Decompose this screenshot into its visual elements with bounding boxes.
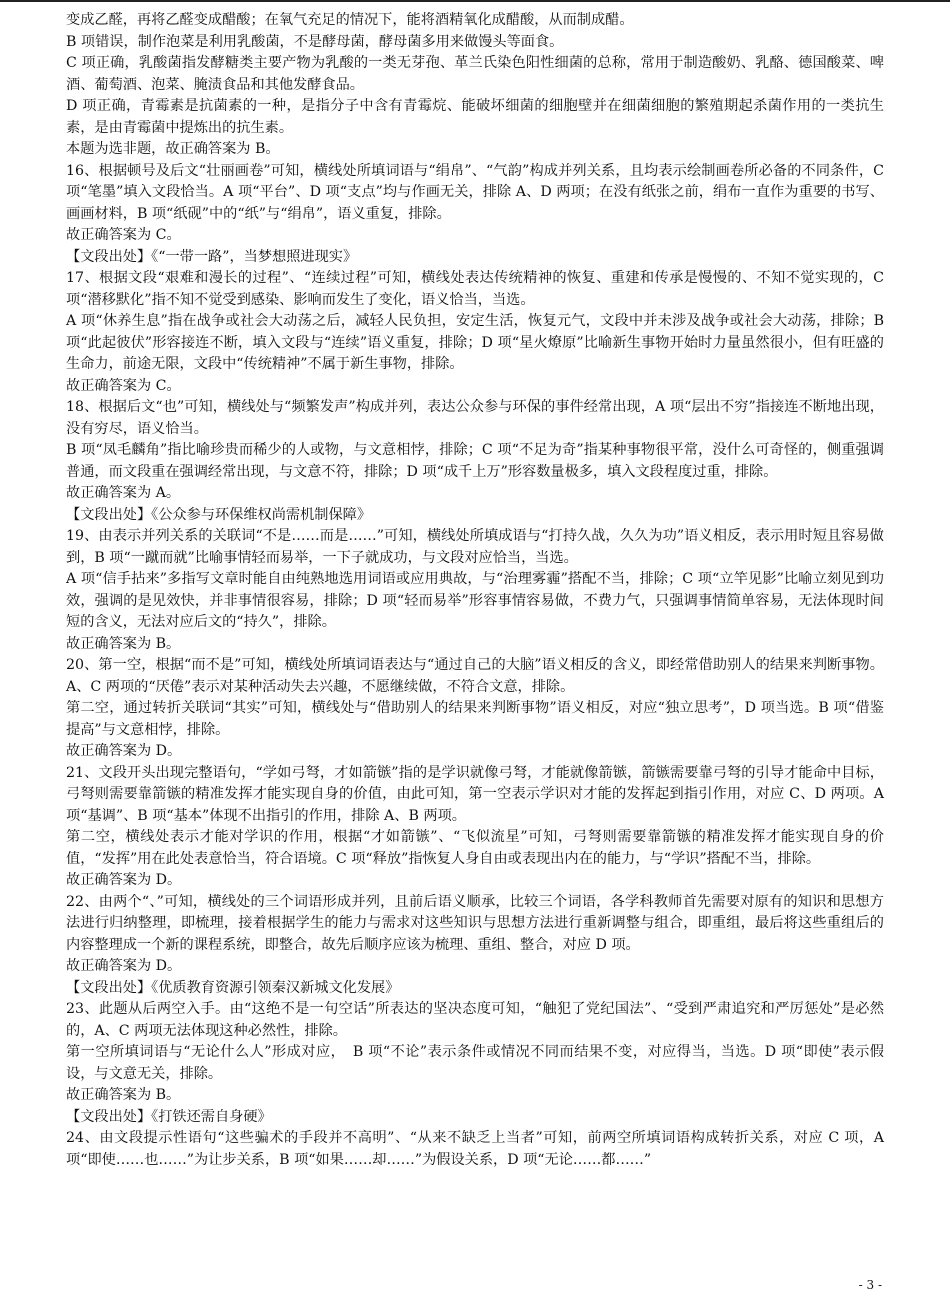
- paragraph: B 项“凤毛麟角”指比喻珍贵而稀少的人或物，与文意相悖，排除；C 项“不足为奇”指某种事物很平常，没什么可奇怪的，侧重强调普通，而文段重在强调经常出现，与文意不符，排除；D 项“成千上万”形容数量极多，填入文段程度过重，排除。: [66, 442, 884, 480]
- paragraph: 20、第一空，根据“而不是”可知，横线处所填词语表达与“通过自己的大脑”语义相反的含义，即经常借助别人的结果来判断事物。A、C 两项的“厌倦”表示对某种活动失去兴趣，不愿继续做，不符合文意，排除。: [66, 657, 884, 695]
- paragraph: 21、文段开头出现完整语句，“学如弓弩，才如箭镞”指的是学识就像弓弩，才能就像箭镞，箭镞需要靠弓弩的引导才能命中目标，弓弩则需要靠箭镞的精准发挥才能实现自身的价值，由此可知，第一空表示学识对才能的发挥起到指引作用，对应 C、D 两项。A 项“基调”、B 项“基本”体现不出指引的作用，排除 A、B 两项。: [66, 764, 884, 824]
- paragraph: B 项错误，制作泡菜是利用乳酸菌，不是酵母菌，酵母菌多用来做馒头等面食。: [66, 33, 564, 50]
- document-body: [66, 10, 884, 1171]
- paragraph: A 项“信手拈来”多指写文章时能自由纯熟地选用词语或应用典故，与“治理雾霾”搭配不当，排除；C 项“立竿见影”比喻立刻见到功效，强调的是见效快，并非事情很容易，排除；D 项“轻而易举”形容事情容易做，不费力气，只强调事情简单容易，无法体现时间短的含义，无法对应后文的“持久”，排除。: [66, 571, 884, 630]
- paragraph: 24、由文段提示性语句“这些骗术的手段并不高明”、“从来不缺乏上当者”可知，前两空所填词语构成转折关系，对应 C 项，A 项“即使……也……”为让步关系，B 项“如果……却……”为假设关系，D 项“无论……都……”: [66, 1130, 884, 1168]
- paragraph: 本题为选非题，故正确答案为 B。: [66, 141, 280, 157]
- paragraph: 16、根据顿号及后文“壮丽画卷”可知，横线处所填词语与“绢帛”、“气韵”构成并列关系，且均表示绘制画卷所必备的不同条件，C 项“笔墨”填入文段恰当。A 项“平台”、D 项“支点”均与作画无关，排除 A、D 两项；在没有纸张之前，绢布一直作为重要的书写、画画材料，B 项“纸砚”中的“纸”与“绢帛”，语义重复，排除。: [66, 162, 884, 222]
- header-rule: [0, 0, 950, 2]
- paragraph: 变成乙醛，再将乙醛变成醋酸；在氧气充足的情况下，能将酒精氧化成醋酸，从而制成醋。: [66, 12, 634, 28]
- paragraph: 故正确答案为 A。: [66, 485, 181, 501]
- paragraph: 第二空，通过转折关联词“其实”可知，横线处与“借助别人的结果来判断事物”语义相反，对应“独立思考”，D 项当选。B 项“借鉴提高”与文意相悖，排除。: [66, 700, 884, 738]
- paragraph: 【文段出处】《优质教育资源引领秦汉新城文化发展》: [66, 979, 400, 996]
- paragraph: 第一空所填词语与“无论什么人”形成对应， B 项“不论”表示条件或情况不同而结果不变，对应得当，当选。D 项“即使”表示假设，与文意无关，排除。: [66, 1044, 884, 1082]
- paragraph: 故正确答案为 D。: [66, 872, 182, 888]
- paragraph: 故正确答案为 D。: [66, 958, 182, 974]
- paragraph: 故正确答案为 B。: [66, 635, 181, 652]
- paragraph: D 项正确，青霉素是抗菌素的一种，是指分子中含有青霉烷、能破坏细菌的细胞壁并在细菌细胞的繁殖期起杀菌作用的一类抗生素，是由青霉菌中提炼出的抗生素。: [66, 98, 884, 136]
- paragraph: 故正确答案为 C。: [66, 377, 181, 394]
- paragraph: 17、根据文段“艰难和漫长的过程”、“连续过程”可知，横线处表达传统精神的恢复、重建和传承是慢慢的、不知不觉实现的，C 项“潜移默化”指不知不觉受到感染、影响而发生了变化，语义恰当，当选。: [66, 270, 884, 308]
- paragraph: 故正确答案为 C。: [66, 227, 181, 243]
- paragraph: 【文段出处】《打铁还需自身硬》: [66, 1108, 272, 1125]
- paragraph: A 项“休养生息”指在战争或社会大动荡之后，减轻人民负担，安定生活，恢复元气，文段中并未涉及战争或社会大动荡，排除；B 项“此起彼伏”形容接连不断，填入文段与“连续”语义重复，排除；D 项“星火燎原”比喻新生事物开始时力量虽然很小，但有旺盛的生命力，前途无限，文段中“传统精神”不属于新生事物，排除。: [66, 313, 884, 372]
- paragraph: 第二空，横线处表示才能对学识的作用，根据“才如箭镞”、“飞似流星”可知，弓弩则需要靠箭镞的精准发挥才能实现自身的价值，“发挥”用在此处表意恰当，符合语境。C 项“释放”指恢复人身自由或表现出内在的能力，与“学识”搭配不当，排除。: [66, 829, 884, 867]
- paragraph: 22、由两个“、”可知，横线处的三个词语形成并列，且前后语义顺承，比较三个词语，各学科教师首先需要对原有的知识和思想方法进行归纳整理，即梳理，接着根据学生的能力与需求对这些知识与思想方法进行重新调整与组合，即重组，最后将这些重组后的内容整理成一个新的课程系统，即整合，故先后顺序应该为梳理、重组、整合，对应 D 项。: [66, 893, 884, 953]
- paragraph: 【文段出处】《公众参与环保维权尚需机制保障》: [66, 506, 372, 523]
- paragraph: 18、根据后文“也”可知，横线处与“频繁发声”构成并列，表达公众参与环保的事件经常出现，A 项“层出不穷”指接连不断地出现，没有穷尽，语义恰当。: [66, 399, 884, 437]
- paragraph: 19、由表示并列关系的关联词“不是……而是……”可知，横线处所填成语与“打持久战，久久为功”语义相反，表示用时短且容易做到，B 项“一蹴而就”比喻事情轻而易举，一下子就成功，与文段对应恰当，当选。: [66, 528, 884, 566]
- paragraph: 23、此题从后两空入手。由“这绝不是一句空话”所表达的坚决态度可知，“触犯了党纪国法”、“受到严肃追究和严厉惩处”是必然的，A、C 两项无法体现这种必然性，排除。: [66, 1001, 884, 1039]
- paragraph: 故正确答案为 D。: [66, 743, 182, 759]
- paragraph: 【文段出处】《“一带一路”，当梦想照进现实》: [66, 248, 358, 265]
- paragraph: C 项正确，乳酸菌指发酵糖类主要产物为乳酸的一类无芽孢、革兰氏染色阳性细菌的总称，常用于制造酸奶、乳酪、德国酸菜、啤酒、葡萄酒、泡菜、腌渍食品和其他发酵食品。: [66, 55, 884, 93]
- paragraph: 故正确答案为 B。: [66, 1087, 181, 1103]
- page-number: - 3 -: [858, 1278, 882, 1292]
